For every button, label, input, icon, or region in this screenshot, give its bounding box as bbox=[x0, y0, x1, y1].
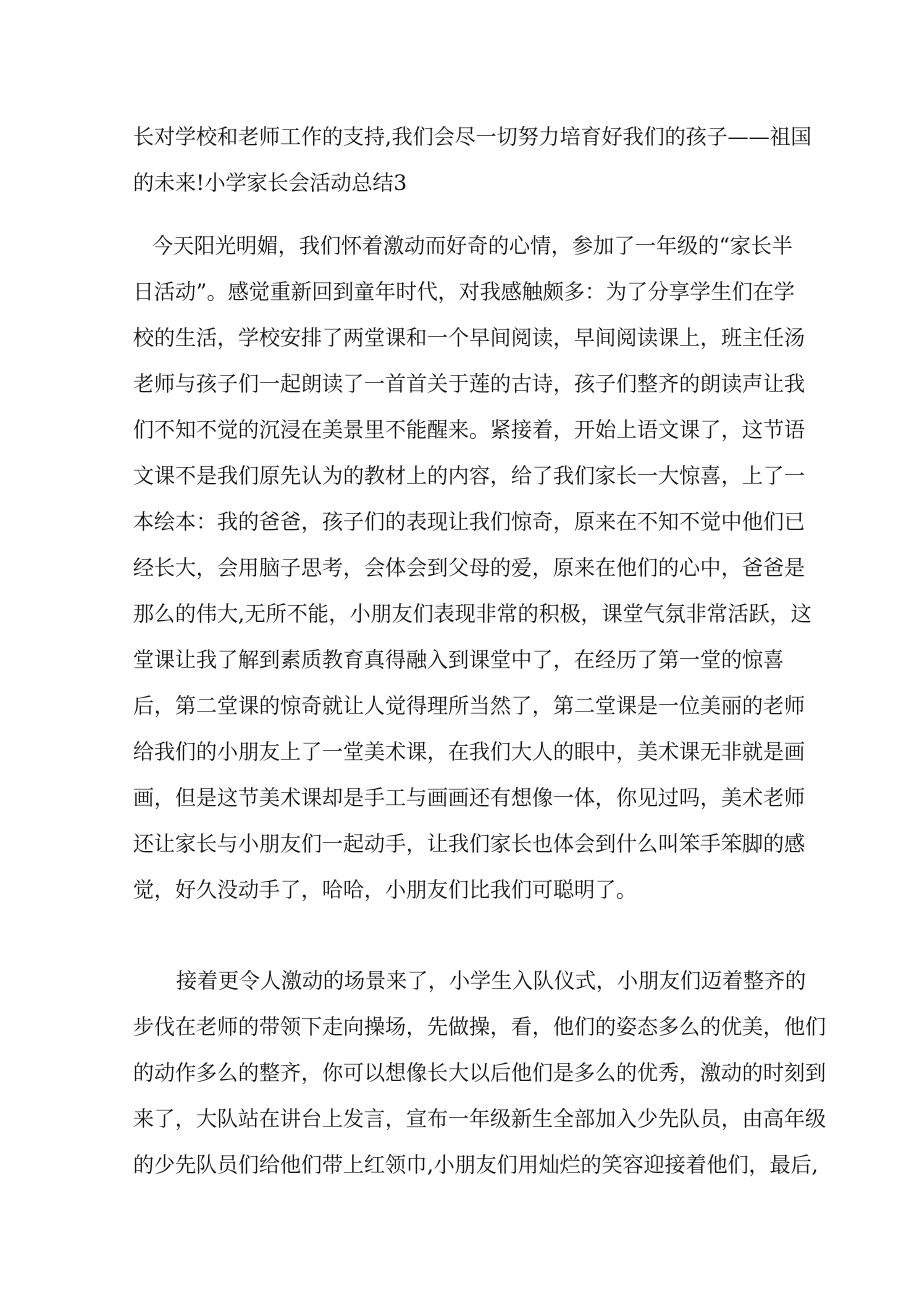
paragraph-2-line-14: 还让家长与小朋友们一起动手，让我们家长也体会到什么叫笨手笨脚的感 bbox=[133, 832, 805, 856]
paragraph-2-line-6: 文课不是我们原先认为的教材上的内容，给了我们家长一大惊喜，上了一 bbox=[133, 464, 805, 488]
paragraph-2-line-2: 日活动”。感觉重新回到童年时代，对我感触颇多：为了分享学生们在学 bbox=[133, 280, 795, 304]
paragraph-2-line-11: 后，第二堂课的惊奇就让人觉得理所当然了，第二堂课是一位美丽的老师 bbox=[133, 694, 805, 718]
paragraph-1-line-2: 的未来!小学家长会活动总结3 bbox=[133, 171, 407, 195]
paragraph-2-line-13: 画，但是这节美术课却是手工与画画还有想像一体，你见过吗，美术老师 bbox=[133, 786, 805, 810]
paragraph-2-line-9: 那么的伟大,无所不能，小朋友们表现非常的积极，课堂气氛非常活跃，这 bbox=[133, 602, 812, 626]
paragraph-3-line-3: 的动作多么的整齐，你可以想像长大以后他们是多么的优秀，激动的时刻到 bbox=[133, 1061, 826, 1085]
paragraph-2-line-10: 堂课让我了解到素质教育真得融入到课堂中了，在经历了第一堂的惊喜 bbox=[133, 648, 784, 672]
paragraph-2-line-15: 觉，好久没动手了，哈哈，小朋友们比我们可聪明了。 bbox=[133, 878, 637, 902]
paragraph-2-line-5: 们不知不觉的沉浸在美景里不能醒来。紧接着，开始上语文课了，这节语 bbox=[133, 418, 805, 442]
paragraph-2-line-12: 给我们的小朋友上了一堂美术课，在我们大人的眼中，美术课无非就是画 bbox=[133, 740, 805, 764]
paragraph-1-line-1: 长对学校和老师工作的支持,我们会尽一切努力培育好我们的孩子——祖国 bbox=[133, 125, 812, 149]
paragraph-2-line-1: 今天阳光明媚，我们怀着激动而好奇的心情，参加了一年级的“家长半 bbox=[152, 234, 793, 258]
paragraph-2-line-3: 校的生活，学校安排了两堂课和一个早间阅读，早间阅读课上，班主任汤 bbox=[133, 326, 805, 350]
paragraph-2-line-7: 本绘本：我的爸爸，孩子们的表现让我们惊奇，原来在不知不觉中他们已 bbox=[133, 510, 805, 534]
paragraph-3-line-4: 来了，大队站在讲台上发言，宣布一年级新生全部加入少先队员，由高年级 bbox=[133, 1107, 826, 1131]
paragraph-3-line-2: 步伐在老师的带领下走向操场，先做操，看，他们的姿态多么的优美，他们 bbox=[133, 1015, 826, 1039]
paragraph-2-line-8: 经长大，会用脑子思考，会体会到父母的爱，原来在他们的心中，爸爸是 bbox=[133, 556, 805, 580]
paragraph-3-line-1: 接着更令人激动的场景来了，小学生入队仪式，小朋友们迈着整齐的 bbox=[176, 969, 806, 993]
paragraph-2-line-4: 老师与孩子们一起朗读了一首首关于莲的古诗，孩子们整齐的朗读声让我 bbox=[133, 372, 805, 396]
paragraph-3-line-5: 的少先队员们给他们带上红领巾,小朋友们用灿烂的笑容迎接着他们，最后, bbox=[133, 1153, 819, 1177]
